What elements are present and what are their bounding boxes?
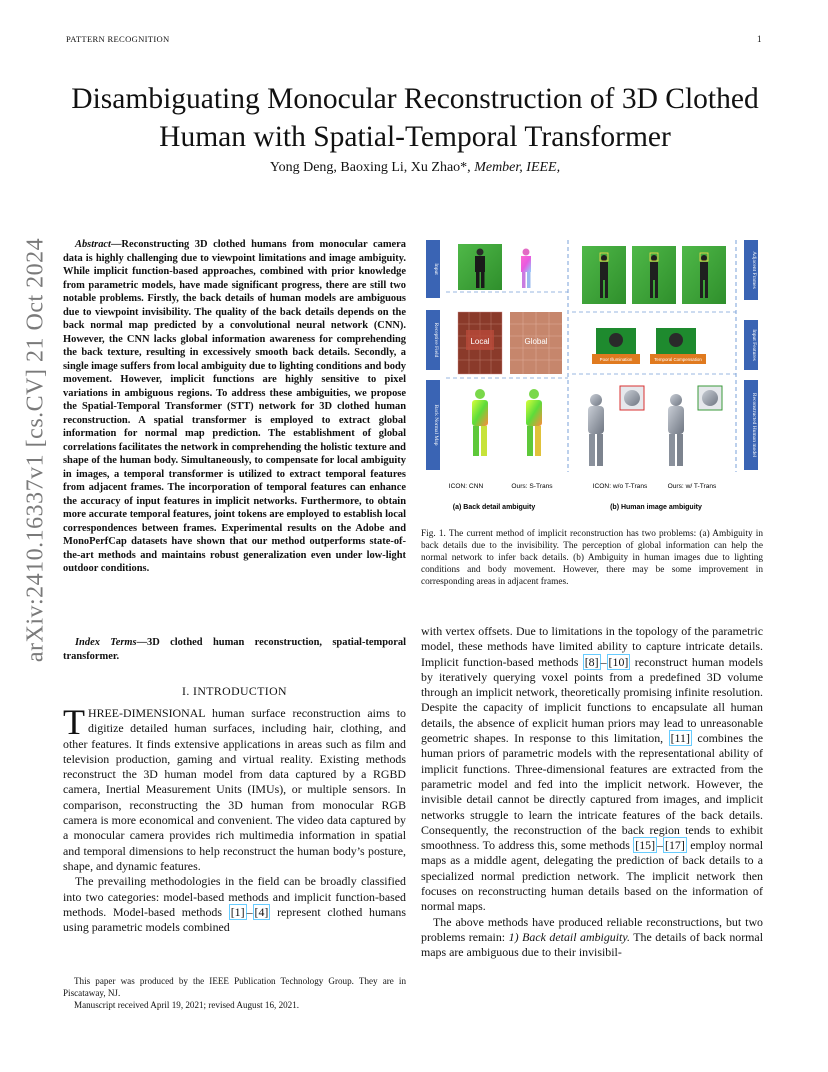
back-normal-icon-cnn — [472, 389, 488, 456]
introduction-text — [63, 702, 406, 935]
paper-title: Disambiguating Monocular Reconstruction of 3D Clothed Human with Spatial-Temporal Transformer — [71, 83, 759, 153]
col-label-icon-cnn: ICON: CNN — [448, 483, 484, 490]
col-label-ours-strans: Ours: S-Trans — [511, 483, 553, 490]
right-p2-italic: 1) Back detail ambiguity. — [508, 929, 630, 944]
subfigure-a-label: (a) Back detail ambiguity — [452, 504, 536, 511]
citation-link[interactable]: [1] — [230, 904, 245, 919]
figure-1 — [424, 240, 760, 512]
range-dash: – — [657, 838, 664, 853]
right-p1-d: employ normal maps as a middle agent, delegating the prediction of back details to a specialized normal prediction network. The implicit network then focuses on reconstructing human details based on the information of normal maps. — [421, 838, 763, 914]
drop-cap: T — [63, 702, 85, 742]
right-p1-a: with vertex offsets. Due to limitations in the topology of the parametric model, these methods have limited ability to capture intricate details. Implicit function-based methods — [421, 624, 763, 669]
citation-link[interactable]: [8] — [584, 654, 599, 669]
author-membership: Member, IEEE, — [474, 160, 561, 175]
citation-link[interactable]: [4] — [254, 904, 269, 919]
citation-link[interactable]: [17] — [665, 838, 685, 853]
local-label: Local — [470, 337, 490, 346]
right-paragraph-2 — [421, 915, 763, 961]
intro-p1-text: HREE-DIMENSIONAL human surface reconstruction aims to digitize detailed human surfaces, including hair, clothing, and other features. It finds extensive applications in areas such as film and television production, gaming and virtual reality. Existing methods reconstruct the 3D human model from data captured by a RGBD camera, Inertial Measurement Units (IMUs), or multiple sensors. In comparison, reconstructing the 3D human from monocular RGB camera is more economical and convenient. The video data captured by a monocular camera provides rich multimedia information in spatial and temporal dimensions to help reconstruct the human body’s posture, shape, and dynamic features. — [63, 706, 406, 873]
subfigure-b-label: (b) Human image ambiguity — [610, 504, 702, 511]
citation-link[interactable]: [11] — [670, 731, 690, 746]
page-number: 1 — [757, 34, 762, 44]
side-label-back-normal: Back Normal Map — [433, 404, 439, 446]
right-column-text — [421, 624, 763, 961]
index-terms-text: —3D clothed human reconstruction, spatial-temporal transformer. — [63, 637, 406, 662]
citation-link[interactable]: [15] — [635, 838, 656, 853]
index-terms — [63, 636, 406, 663]
footnote-line-2: Manuscript received April 19, 2021; revised August 16, 2021. — [74, 999, 300, 1010]
col-label-icon-wo-ttrans: ICON: w/o T-Trans — [592, 483, 648, 490]
svg-text:Temporal Compensation: Temporal Compensation — [654, 357, 702, 362]
right-paragraph-1 — [421, 624, 763, 915]
front-normal-map — [521, 256, 531, 272]
intro-paragraph-2 — [63, 874, 406, 935]
right-p2-b: The details of back normal maps are ambiguous due to their invisibil- — [421, 929, 764, 960]
abstract — [63, 238, 406, 576]
index-terms-label: Index Terms — [75, 637, 137, 648]
intro-p2-text-b: represent clothed humans using parametric models combined — [63, 904, 406, 935]
receptive-field-global — [510, 312, 562, 374]
side-label-adjacent-frames: Adjacent Frames — [751, 251, 757, 289]
citation-link[interactable]: [10] — [608, 654, 629, 669]
author-line — [70, 160, 760, 176]
section-heading: I. INTRODUCTION — [182, 684, 287, 698]
right-p1-b: reconstruct human models by iteratively querying voxel points from a predefined 3D volume through an implicit network, theoretically promising infinite resolution. Despite the capacity of implicit functions to encapsulate all human details, the absence of explicit human priors may lead to unreasonable geometric shapes. In response to this limitation, — [421, 654, 763, 746]
range-dash: – — [600, 654, 607, 669]
global-label: Global — [524, 337, 548, 346]
footnote-line-1: This paper was produced by the IEEE Publication Technology Group. They are in Piscataway, NJ. — [63, 976, 406, 998]
footnote — [63, 976, 406, 1011]
right-p2-a: The above methods have produced reliable reconstructions, but two problems remain: — [421, 914, 763, 944]
mesh-icon-wo-ttrans — [588, 386, 644, 466]
intro-paragraph-1 — [63, 702, 406, 874]
col-label-ours-w-ttrans: Ours: w/ T-Trans — [667, 483, 717, 490]
side-label-input-features: Input Features — [751, 329, 757, 361]
abstract-text: —Reconstructing 3D clothed humans from monocular camera data is highly challenging due to viewpoint limitations and image ambiguity. While implicit function-based approaches, combined with prior knowledge from parametric models, have made significant progress, there are still two notable problems. Firstly, the back details of human models are ambiguous due to viewpoint invisibility. The quality of the back details depends on the back normal map predicted by a convolutional neural network (CNN). However, the CNN lacks global information awareness for comprehending the back texture, resulting in excessively smooth back details. Secondly, a single image suffers from local ambiguity due to lighting conditions and body movement. However, implicit functions are highly sensitive to pixel variations in ambiguous regions. To address these ambiguities, we propose the Spatial-Temporal Transformer (STT) network for 3D clothed human reconstruction. A spatial transformer is employed to extract global information for normal map prediction. The establishment of global correlations facilitates the network in comprehending the holistic texture and shape of the human body. Simultaneously, to compensate for local ambiguity in images, a temporal transformer is utilized to extract temporal features from adjacent frames. The incorporation of temporal features can enhance the accuracy of input features in implicit networks. Furthermore, to obtain more accurate temporal features, joint tokens are employed to establish local correspondences between frames. Experimental results on the Adobe and MonoPerfCap datasets have shown that our method outperforms state-of-the-art methods and maintains robust generalization even under low-light outdoor conditions. — [63, 239, 406, 574]
abstract-label: Abstract — [75, 239, 111, 250]
figure-graphic — [424, 240, 760, 512]
side-label-input: Input — [433, 263, 439, 275]
svg-text:Poor Illumination: Poor Illumination — [599, 357, 633, 362]
intro-p2-text-a: The prevailing methodologies in the field can be broadly classified into two categories: model-based methods and implicit function-based methods. Model-based methods — [63, 874, 406, 919]
receptive-field-local — [458, 312, 502, 374]
right-p1-c: combines the human priors of parametric models with the representational ability of implicit functions. Three-dimensional features are extracted from the parametric model and fed into the implicit network. However, the invisible detail cannot be directly captured from images, and implicit networks struggle to learn the intricate features of the back details. Consequently, the reconstruction of the back region tends to exhibit smoothness. To address this, some methods — [421, 731, 763, 853]
running-header: PATTERN RECOGNITION — [66, 34, 170, 44]
side-label-reconstructed: Reconstructed Human model — [751, 392, 757, 458]
back-normal-icon-strans — [526, 389, 542, 456]
side-label-receptive-field: Receptive Field — [433, 322, 439, 358]
mesh-icon-w-ttrans — [668, 386, 722, 466]
arxiv-identifier: arXiv:2410.16337v1 [cs.CV] 21 Oct 2024 — [22, 237, 49, 663]
author-names: Yong Deng, Baoxing Li, Xu Zhao*, — [269, 160, 471, 175]
range-dash: – — [246, 904, 253, 919]
figure-caption: Fig. 1. The current method of implicit reconstruction has two problems: (a) Ambiguity in back details due to the invisibility. The perception of global information can help the normal network to infer back details. (b) Ambiguity in human images due to lighting conditions and body movement. However, there may be some improvement in corresponding areas in adjacent frames. — [421, 529, 763, 587]
